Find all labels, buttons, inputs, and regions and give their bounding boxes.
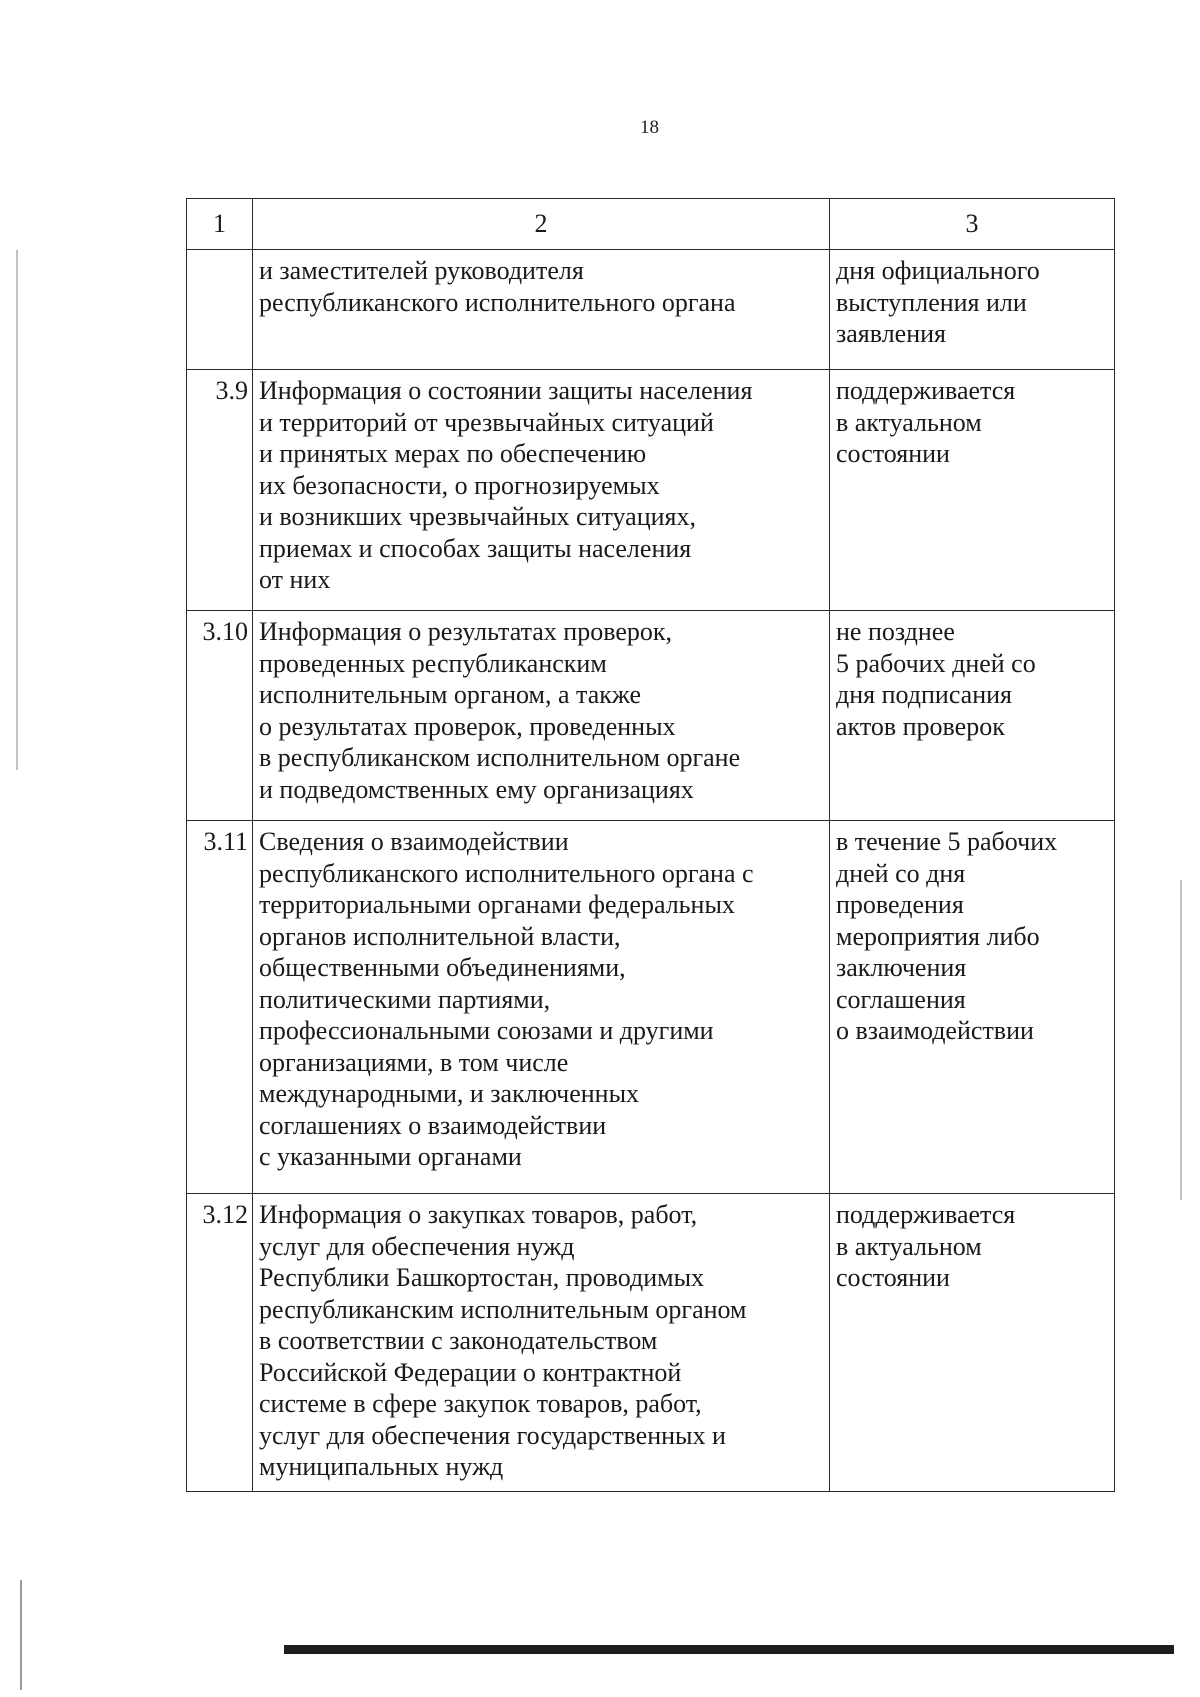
column-header-3: 3	[830, 199, 1115, 250]
table-row	[187, 821, 1115, 1194]
scan-edge-mark-right	[1180, 880, 1182, 1200]
row-number: 3.10	[187, 611, 253, 821]
row-number: 3.12	[187, 1194, 253, 1492]
row-term: поддерживается в актуальном состоянии	[830, 1194, 1115, 1492]
row-description: Информация о состоянии защиты населения и территорий от чрезвычайных ситуаций и принятых мерах по обеспечению их безопасности, о прогнозируемых и возникших чрезвычайных ситуациях, приемах и способах защиты населения от них	[253, 370, 830, 611]
row-term: не позднее 5 рабочих дней со дня подписания актов проверок	[830, 611, 1115, 821]
row-number	[187, 250, 253, 370]
row-number: 3.9	[187, 370, 253, 611]
table-header-row	[187, 199, 1115, 250]
table-row	[187, 250, 1115, 370]
bottom-rule	[284, 1645, 1174, 1654]
column-header-2: 2	[253, 199, 830, 250]
row-term: дня официального выступления или заявления	[830, 250, 1115, 370]
row-number: 3.11	[187, 821, 253, 1194]
table-row	[187, 370, 1115, 611]
table-row	[187, 611, 1115, 821]
row-term: поддерживается в актуальном состоянии	[830, 370, 1115, 611]
row-description: Сведения о взаимодействии республиканского исполнительного органа с территориальными органами федеральных органов исполнительной власти, общественными объединениями, политическими партиями, профессиональными союзами и другими организациями, в том числе международными, и заключенных соглашениях о взаимодействии с указанными органами	[253, 821, 830, 1194]
row-description: Информация о закупках товаров, работ, услуг для обеспечения нужд Республики Башкортостан, проводимых республиканским исполнительным органом в соответствии с законодательством Российской Федерации о контрактной системе в сфере закупок товаров, работ, услуг для обеспечения государственных и муниципальных нужд	[253, 1194, 830, 1492]
info-table	[186, 198, 1115, 1492]
column-header-1: 1	[187, 199, 253, 250]
scan-edge-mark-left	[16, 250, 18, 770]
page-number: 18	[640, 117, 659, 138]
row-description: Информация о результатах проверок, проведенных республиканским исполнительным органом, а также о результатах проверок, проведенных в республиканском исполнительном органе и подведомственных ему организациях	[253, 611, 830, 821]
row-term: в течение 5 рабочих дней со дня проведения мероприятия либо заключения соглашения о взаимодействии	[830, 821, 1115, 1194]
row-description: и заместителей руководителя республиканского исполнительного органа	[253, 250, 830, 370]
table-row	[187, 1194, 1115, 1492]
scan-edge-mark-left-lower	[20, 1580, 22, 1690]
